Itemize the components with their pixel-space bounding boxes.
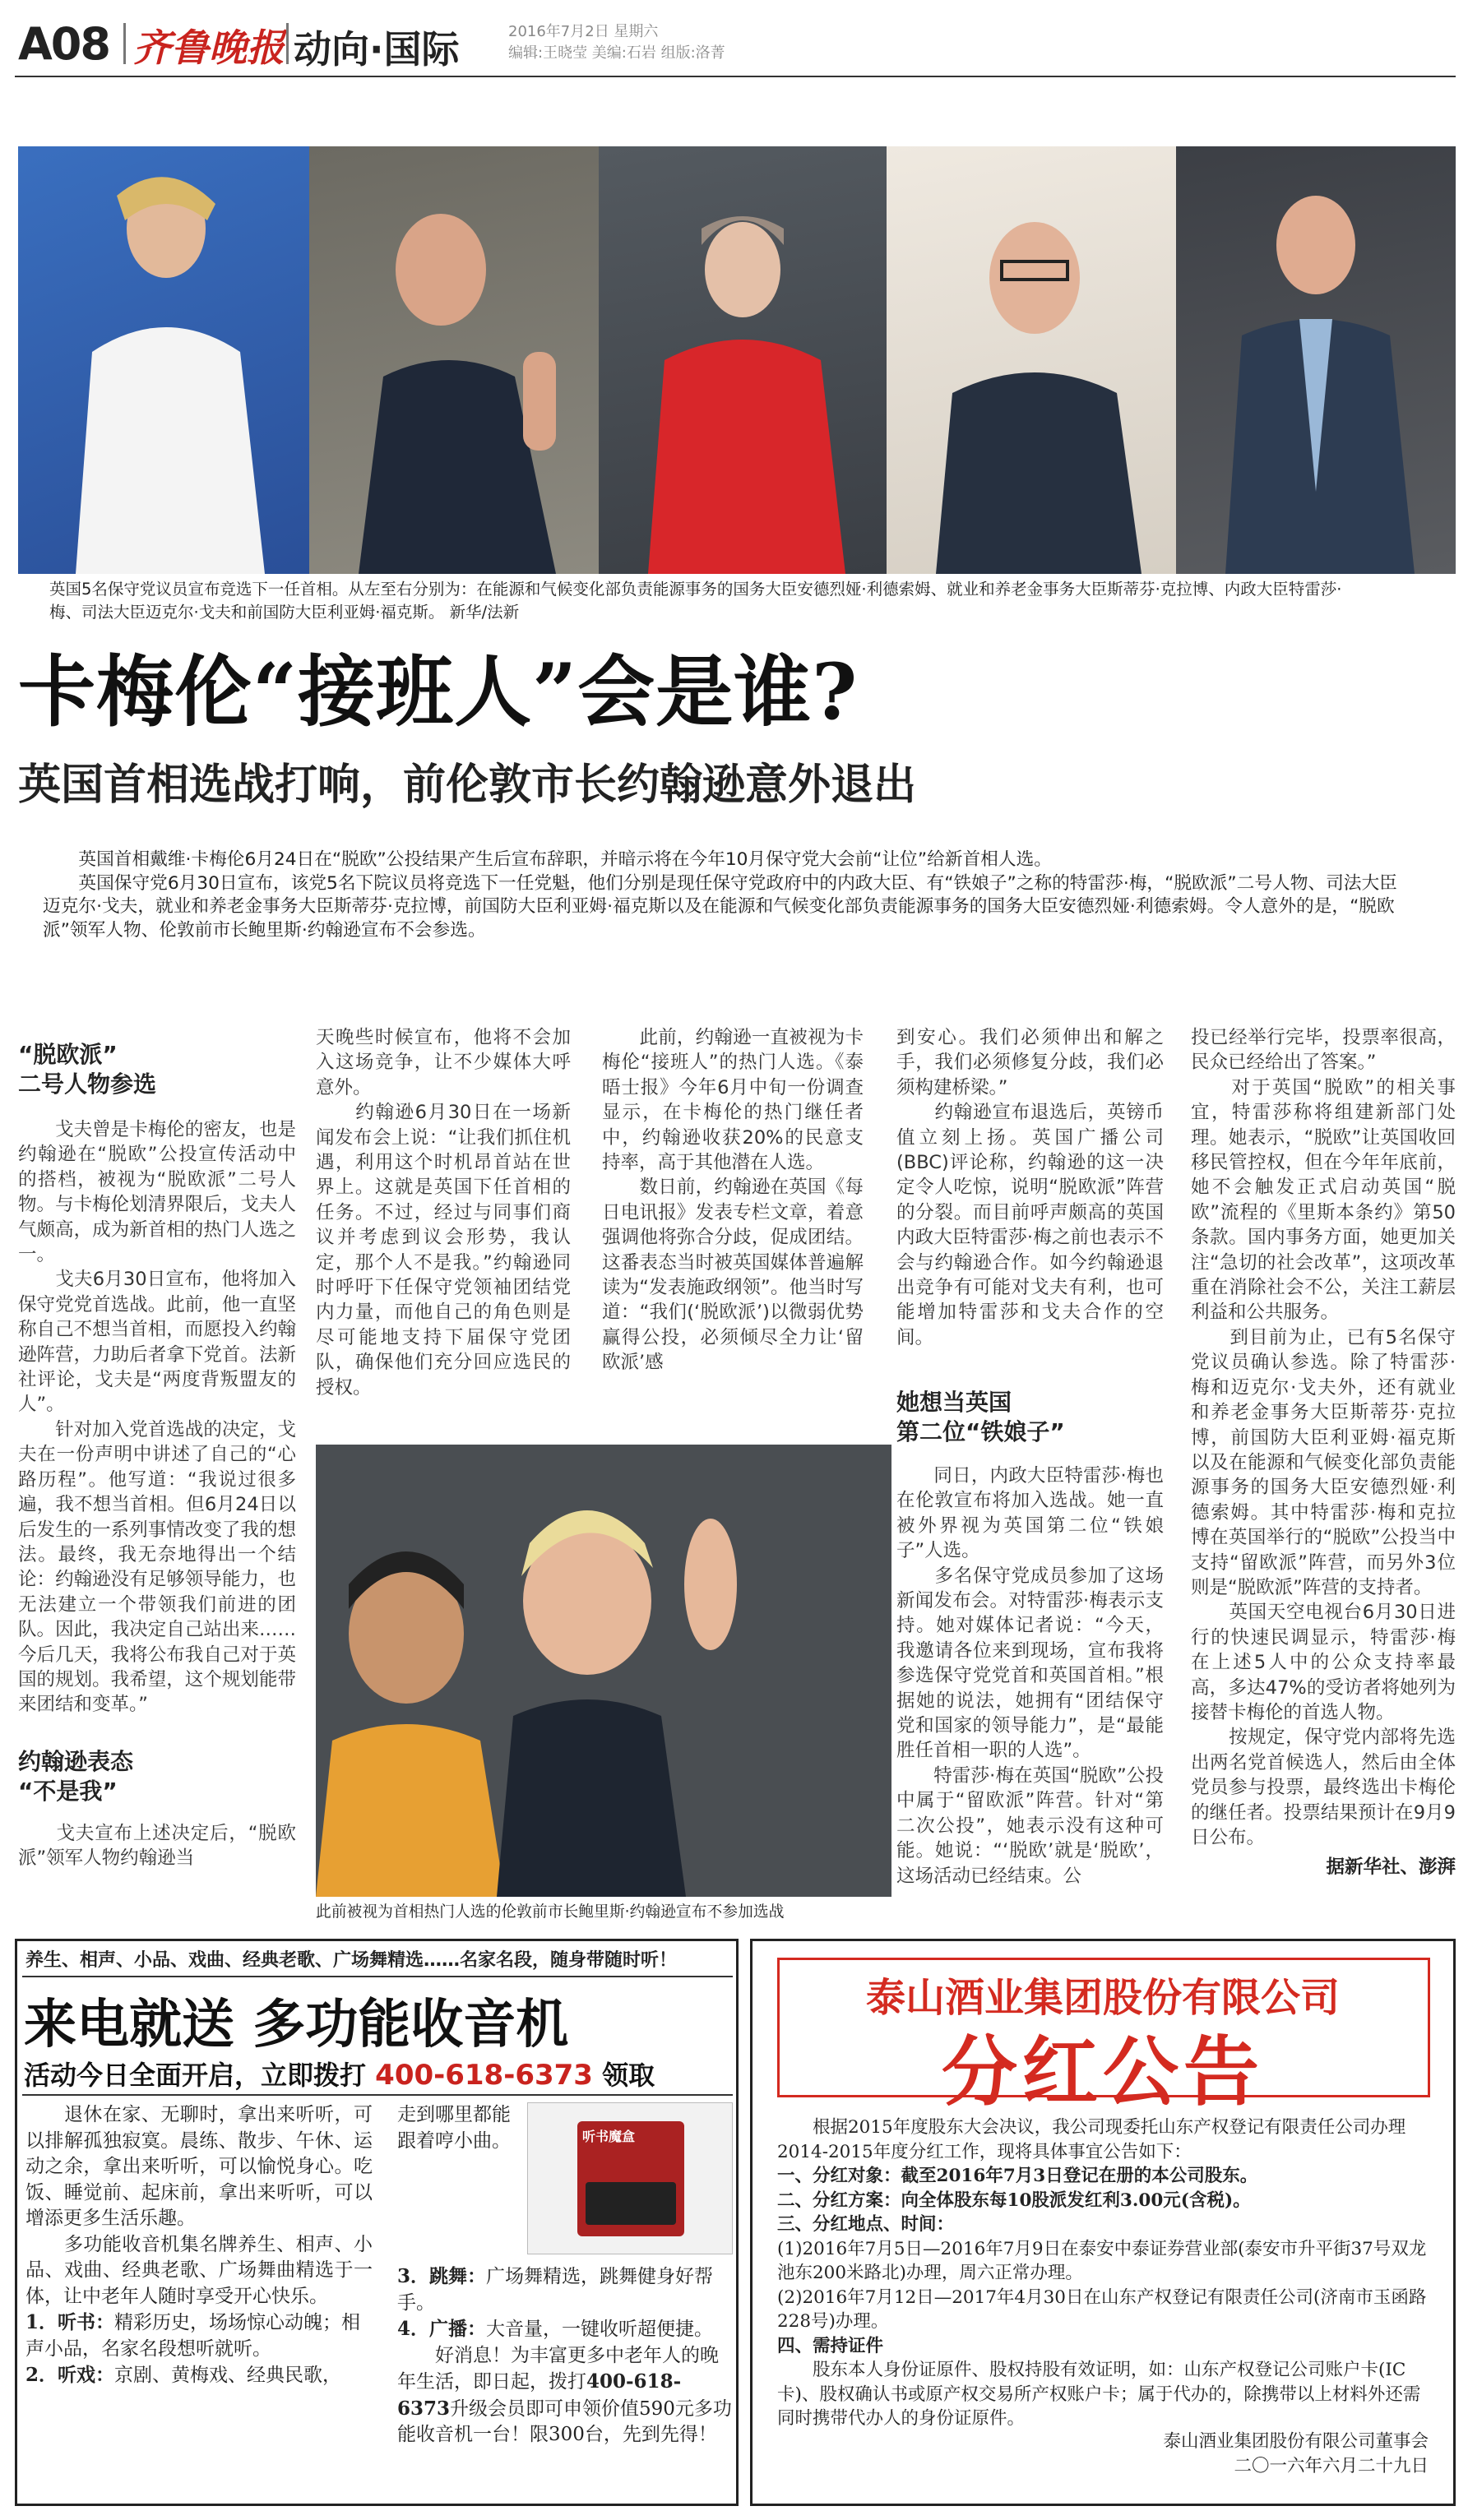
ad-item-3: [397, 2263, 733, 2316]
subheading-line: 二号人物参选: [18, 1070, 157, 1098]
ad-rule: [22, 1976, 733, 1977]
center-photo-caption: 此前被视为首相热门人选的伦敦前市长鲍里斯·约翰逊宣布不参加选战: [316, 1903, 785, 1921]
newspaper-logo: 齐鲁晚报: [133, 25, 285, 70]
photo-johnson: [316, 1445, 891, 1897]
ad-promo-text: 好消息！为丰富更多中老年人的晚年生活，即日起，拨打: [397, 2344, 719, 2393]
subheading-johnson: [18, 1747, 296, 1806]
ad-rule: [22, 2094, 733, 2096]
person-silhouette-icon: [18, 146, 309, 574]
ad-title: 来电就送 多功能收音机: [24, 1994, 569, 2055]
ad-promo-post: 升级会员即可申领价值590元多功能收音机一台！限300台，先到先得！: [397, 2397, 732, 2445]
person-silhouette-icon: [1176, 146, 1456, 574]
notice-line: (1)2016年7月5日—2016年7月9日在泰安中泰证券营业部(泰安市升平街37号双龙池东200米路北)办理，周六正常办理。: [777, 2238, 1427, 2283]
ad-column-2-top: 走到哪里都能跟着哼小曲。: [397, 2104, 511, 2152]
ad-item-label: 4．广播：: [397, 2318, 487, 2340]
ad-phone-pre: 活动今日全面开启，立即拨打: [24, 2060, 367, 2091]
ad-item-4: [397, 2316, 733, 2343]
ad-item-label: 1．听书：: [25, 2311, 115, 2333]
subheading-line: 约翰逊表态: [18, 1748, 134, 1775]
header-divider: [286, 23, 289, 64]
photo-fox: [1176, 146, 1456, 574]
person-silhouette-icon: [599, 146, 887, 574]
notice-line: 股东本人身份证原件、股权持股有效证明，如：山东产权登记公司账户卡(IC卡)、股权确认书或原产权交易所产权账户卡；属于代办的，除携带以上材料外还需同时携带代办人的身份证原件。: [777, 2360, 1421, 2429]
ad-phone-number[interactable]: 400-618-6373: [375, 2059, 593, 2092]
notice-signature: [1163, 2430, 1429, 2479]
product-box: [527, 2102, 733, 2254]
notice-signer: 泰山酒业集团股份有限公司董事会: [1163, 2431, 1429, 2452]
notice-title: 分红公告: [941, 2028, 1264, 2116]
ad-promo-phone[interactable]: 400-618-6373: [397, 2370, 682, 2420]
notice-line: 四、需持证件: [777, 2335, 884, 2356]
ad-column-1: [25, 2102, 373, 2389]
source-credit: 据新华社、澎湃: [1326, 1856, 1456, 1878]
page-number: A08: [18, 18, 109, 70]
ad-item-text: 大音量，一键收听超便捷。: [486, 2319, 714, 2340]
notice-line: 二、分红方案：向全体股东每10股派发红利3.00元(含税)。: [777, 2189, 1251, 2211]
ad-item-label: 3．跳舞：: [397, 2265, 487, 2287]
top-photo-caption: [49, 578, 1447, 623]
ad-phone-post: 领取: [602, 2060, 655, 2091]
company-name: 泰山酒业集团股份有限公司: [865, 1975, 1340, 2021]
header-divider: [123, 23, 126, 64]
headline: 卡梅伦“接班人”会是谁?: [18, 647, 859, 738]
credits-line: 编辑:王晓莹 美编:石岩 组版:洛菁: [508, 44, 725, 62]
photo-gove: [887, 146, 1176, 574]
subheading-line: 第二位“铁娘子”: [896, 1418, 1065, 1445]
ad-item-text: 精彩历史，场场惊心动魄；相声小品，名家名段想听就听。: [25, 2312, 361, 2360]
person-silhouette-icon: [309, 146, 599, 574]
ad-paragraph: 退休在家、无聊时，拿出来听听，可以排解孤独寂寞。晨练、散步、午休、运动之余，拿出来听听，可以愉悦身心。吃饭、睡觉前、起床前，拿出来听听，可以增添更多生活乐趣。 多功能收音机集名牌养生、相声、小品、戏曲、经典老歌、广场舞曲精选于一体，让中老年人随时享受开心快乐。: [25, 2104, 373, 2307]
column-4: [896, 1025, 1164, 1899]
subheading-gove: [18, 1040, 296, 1099]
ad-column-2: [397, 2263, 733, 2448]
notice-line: 一、分红对象：截至2016年7月3日登记在册的本公司股东。: [777, 2166, 1258, 2186]
caption-line: 英国5名保守党议员宣布竞选下一任首相。从左至右分别为：在能源和气候变化部负责能源事务的国务大臣安德烈娅·利德索姆、就业和养老金事务大臣斯蒂芬·克拉博、内政大臣特雷莎·: [49, 580, 1342, 599]
photo-may: [599, 146, 887, 574]
body-text: 戈夫宣布上述决定后，“脱欧派”领军人物约翰逊当: [18, 1823, 296, 1870]
ad-top-line: 养生、相声、小品、戏曲、经典老歌、广场舞精选……名家名段，随身带随时听！: [25, 1950, 678, 1971]
product-label: 听书魔盒: [582, 2129, 636, 2144]
caption-line: 梅、司法大臣迈克尔·戈夫和前国防大臣利亚姆·福克斯。 新华/法新: [49, 602, 520, 622]
body-text: 戈夫曾是卡梅伦的密友，也是约翰逊在“脱欧”公投宣传活动中的搭档，被视为“脱欧派”二号人物。与卡梅伦划清界限后，戈夫人气颇高，成为新首相的热门人选之一。 戈夫6月30日宣布，他将加入保守党党首选战。此前，他一直坚称自己不想当首相，而愿投入约翰逊阵营，力助后者拿下党首。法新社评论，戈夫是“两度背叛盟友的人”。 针对加入党首选战的决定，戈夫在一份声明中讲述了自己的“心路历程”。他写道：“我说过很多遍，我不想当首相。但6月24日以后发生的一系列事情改变了我的想法。最终，我无奈地得出一个结论：约翰逊没有足够领导能力，也无法建立一个带领我们前进的团队。因此，我决定自己站出来……今后几天，我将公布我自己对于英国的规划。我希望，这个规划能带来团结和变革。”: [18, 1119, 296, 1716]
ad-phone-line: [24, 2055, 655, 2092]
lead-paragraph: 英国首相戴维·卡梅伦6月24日在“脱欧”公投结果产生后宣布辞职，并暗示将在今年10月保守党大会前“让位”给新首相人选。 英国保守党6月30日宣布，该党5名下院议员将竞选下一任党魁，他们分别是现任保守党政府中的内政大臣、有“铁娘子”之称的特雷莎·梅，“脱欧派”二号人物、司法大臣迈克尔·戈夫，就业和养老金事务大臣斯蒂芬·克拉博，前国防大臣利亚姆·福克斯以及在能源和气候变化部负责能源事务的国务大臣安德烈娅·利德索姆。令人意外的是，“脱欧派”领军人物、伦敦前市长鲍里斯·约翰逊宣布不会参选。: [43, 849, 1397, 941]
date-line: 2016年7月2日 星期六: [508, 23, 659, 40]
body-text: 投已经举行完毕，投票率很高，民众已经给出了答案。” 对于英国“脱欧”的相关事宜，特雷莎称将组建新部门处理。她表示，“脱欧”让英国收回移民管控权，但在今年年底前，她不会触发正式启动英国“脱欧”流程的《里斯本条约》第50条款。国内事务方面，她更加关注“急切的社会改革”，这项改革重在消除社会不公，关注工薪层利益和公共服务。 到目前为止，已有5名保守党议员确认参选。除了特雷莎·梅和迈克尔·戈夫外，还有就业和养老金事务大臣斯蒂芬·克拉博，前国防大臣利亚姆·福克斯以及在能源和气候变化部负责能源事务的国务大臣安德烈娅·利德索姆。其中特雷莎·梅和克拉博在英国举行的“脱欧”公投当中支持“留欧派”阵营，而另外3位则是“脱欧派”阵营的支持者。 英国天空电视台6月30日进行的快速民调显示，特雷莎·梅在上述5人中的公众支持率最高，多达47%的受访者将她列为接替卡梅伦的首选人物。 按规定，保守党内部将先选出两名党首候选人，然后由全体党员参与投票，最终选出卡梅伦的继任者。投票结果预计在9月9日公布。: [1191, 1027, 1456, 1847]
top-photo-strip: [18, 146, 1456, 574]
person-silhouette-icon: [887, 146, 1176, 574]
notice-line: (2)2016年7月12日—2017年4月30日在山东产权登记有限责任公司(济南市玉函路228号)办理。: [777, 2286, 1427, 2332]
column-3: 此前，约翰逊一直被视为卡梅伦“接班人”的热门人选。《泰晤士报》今年6月中旬一份调查显示，在卡梅伦的热门继任者中，约翰逊收获20%的民意支持率，高于其他潜在人选。 数日前，约翰逊在英国《每日电讯报》发表专栏文章，着意强调他将弥合分歧，促成团结。这番表态当时被英国媒体普遍解读为“发表施政纲领”。他当时写道：“我们(‘脱欧派’)以微弱优势赢得公投，必须倾尽全力让‘留欧派’感: [602, 1027, 864, 1374]
column-1: [18, 1040, 296, 1871]
subheadline: 英国首相选战打响，前伦敦市长约翰逊意外退出: [18, 761, 917, 810]
section-title: 动向·国际: [294, 27, 460, 72]
ad-item-2: [25, 2362, 373, 2389]
subheading-line: “脱欧派”: [18, 1041, 118, 1068]
ad-item-1: [25, 2310, 373, 2362]
ad-radio: [15, 1939, 739, 2506]
body-text: 到安心。我们必须伸出和解之手，我们必须修复分歧，我们必须构建桥梁。” 约翰逊宣布退选后，英镑币值立刻上扬。英国广播公司(BBC)评论称，约翰逊的这一决定令人吃惊，说明“脱欧派”阵营的分裂。而目前呼声颇高的英国内政大臣特雷莎·梅之前也表示不会与约翰逊合作。如今约翰逊退出竞争有可能对戈夫有利，也可能增加特雷莎和戈夫合作的空间。: [896, 1027, 1164, 1348]
column-2: 天晚些时候宣布，他将不会加入这场竞争，让不少媒体大呼意外。 约翰逊6月30日在一场新闻发布会上说：“让我们抓住机遇，利用这个时机昂首站在世界上。这就是英国下任首相的任务。不过，经过与同事们商议并考虑到议会形势，我认定，那个人不是我。”约翰逊同时呼吁下任保守党领袖团结党内力量，而他自己的角色则是尽可能地支持下届保守党团队，确保他们充分回应选民的授权。: [316, 1027, 571, 1399]
notice-intro: 根据2015年度股东大会决议，我公司现委托山东产权登记有限责任公司办理2014-2015年度分红工作，现将具体事宜公告如下：: [777, 2117, 1406, 2162]
ad-promo: [397, 2343, 733, 2448]
ad-item-text: 广场舞精选，跳舞健身好帮手。: [397, 2266, 714, 2314]
notice-line: 三、分红地点、时间：: [777, 2214, 955, 2235]
ad-dividend-notice: [750, 1939, 1456, 2506]
radio-device-icon: [586, 2182, 676, 2225]
photo-crabb: [309, 146, 599, 574]
body-text: 同日，内政大臣特雷莎·梅也在伦敦宣布将加入选战。她一直被外界视为英国第二位“铁娘子”人选。 多名保守党成员参加了这场新闻发布会。对特雷莎·梅表示支持。她对媒体记者说：“今天，我邀请各位来到现场，宣布我将参选保守党党首和英国首相。”根据她的说法，她拥有“团结保守党和国家的领导能力”，是“最能胜任首相一职的人选”。 特雷莎·梅在英国“脱欧”公投中属于“留欧派”阵营。针对“第二次公投”，她表示没有这种可能。她说：“‘脱欧’就是‘脱欧’，这场活动已经结束。公: [896, 1465, 1164, 1887]
ad-item-label: 2．听戏：: [25, 2364, 115, 2386]
person-silhouette-icon: [316, 1445, 891, 1897]
subheading-line: 她想当英国: [896, 1389, 1012, 1416]
header-rule: [15, 76, 1456, 77]
column-5: [1191, 1025, 1456, 1880]
notice-date: 二〇一六年六月二十九日: [1234, 2456, 1429, 2476]
subheading-line: “不是我”: [18, 1778, 118, 1805]
subheading-may: [896, 1388, 1164, 1447]
notice-body: [777, 2115, 1435, 2431]
ad-item-text: 京剧、黄梅戏、经典民歌，: [114, 2365, 342, 2386]
photo-leadsom: [18, 146, 309, 574]
